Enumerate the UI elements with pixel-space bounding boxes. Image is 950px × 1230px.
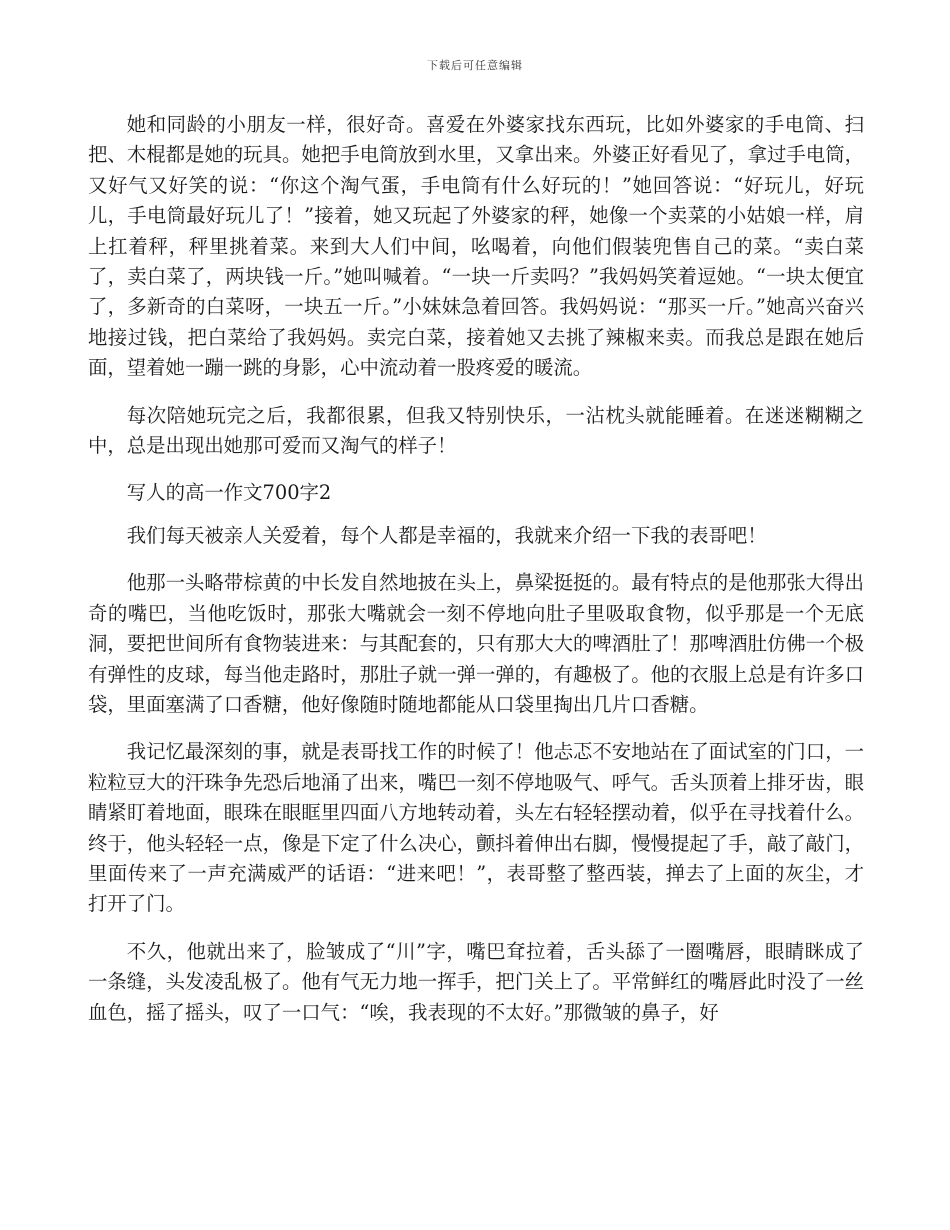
paragraph-4: 他那一头略带棕黄的中长发自然地披在头上，鼻梁挺挺的。最有特点的是他那张大得出奇的嘴巴，当他吃饭时，那张大嘴就会一刻不停地向肚子里吸取食物，似乎那是一个无底洞，要把世间所有食物装进来：与其配套的，只有那大大的啤酒肚了！那啤酒肚仿佛一个极有弹性的皮球，每当他走路时，那肚子就一弹一弹的，有趣极了。他的衣服上总是有许多口袋，里面塞满了口香糖，他好像随时随地都能从口袋里掏出几片口香糖。 (88, 571, 864, 716)
paragraph-3: 我们每天被亲人关爱着，每个人都是幸福的，我就来介绍一下我的表哥吧！ (126, 523, 767, 547)
paragraph-6: 不久，他就出来了，脸皱成了“川”字，嘴巴耷拉着，舌头舔了一圈嘴唇，眼睛眯成了一条缝，头发凌乱极了。他有气无力地一挥手，把门关上了。平常鲜红的嘴唇此时没了一丝血色，摇了摇头，叹了一口气：“唉，我表现的不太好。”那微皱的鼻子，好 (88, 939, 864, 1024)
section-title: 写人的高一作文700字2 (126, 481, 332, 505)
paragraph-2: 每次陪她玩完之后，我都很累，但我又特别快乐，一沾枕头就能睡着。在迷迷糊糊之中，总是出现出她那可爱而又淘气的样子！ (88, 403, 864, 458)
page-header-note: 下载后可任意编辑 (427, 59, 523, 72)
paragraph-1: 她和同龄的小朋友一样，很好奇。喜爱在外婆家找东西玩，比如外婆家的手电筒、扫把、木棍都是她的玩具。她把手电筒放到水里，又拿出来。外婆正好看见了，拿过手电筒，又好气又好笑的说：“你这个淘气蛋，手电筒有什么好玩的！”她回答说：“好玩儿，好玩儿，手电筒最好玩儿了！”接着，她又玩起了外婆家的秤，她像一个卖菜的小姑娘一样，肩上扛着秤，秤里挑着菜。来到大人们中间，吆喝着，向他们假装兜售自己的菜。“卖白菜了，卖白菜了，两块钱一斤。”她叫喊着。“一块一斤卖吗？”我妈妈笑着逗她。“一块太便宜了，多新奇的白菜呀，一块五一斤。”小妹妹急着回答。我妈妈说：“那买一斤。”她高兴奋兴地接过钱，把白菜给了我妈妈。卖完白菜，接着她又去挑了辣椒来卖。而我总是跟在她后面，望着她一蹦一跳的身影，心中流动着一股疼爱的暖流。 (88, 113, 864, 380)
document-body (88, 110, 864, 1045)
paragraph-5: 我记忆最深刻的事，就是表哥找工作的时候了！他忐忑不安地站在了面试室的门口，一粒粒豆大的汗珠争先恐后地涌了出来，嘴巴一刻不停地吸气、呼气。舌头顶着上排牙齿，眼睛紧盯着地面，眼珠在眼眶里四面八方地转动着，头左右轻轻摆动着，似乎在寻找着什么。终于，他头轻轻一点，像是下定了什么决心，颤抖着伸出右脚，慢慢提起了手，敲了敲门，里面传来了一声充满威严的话语：“进来吧！”，表哥整了整西装，掸去了上面的灰尘，才打开了门。 (88, 740, 864, 916)
